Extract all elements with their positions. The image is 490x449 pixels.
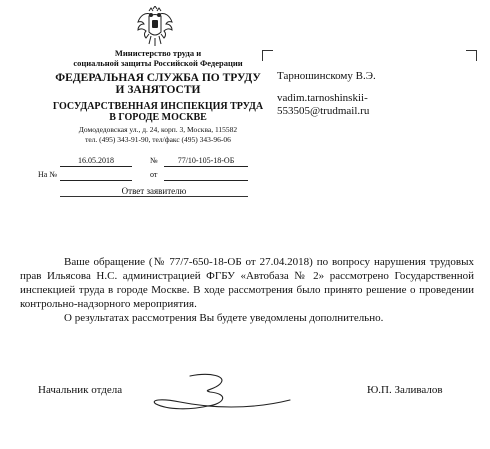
handwritten-signature-icon [150, 370, 300, 418]
address-block-corner-left [262, 50, 273, 61]
reference-from-label: от [150, 170, 158, 179]
recipient-name: Тарношинскому В.Э. [277, 70, 376, 82]
inspection-name: ГОСУДАРСТВЕННАЯ ИНСПЕКЦИЯ ТРУДА В ГОРОДЕ МОСКВЕ [52, 101, 264, 123]
letter-body [20, 255, 474, 325]
ministry-name: Министерство труда и социальной защиты Российской Федерации [73, 48, 243, 68]
letterhead [20, 48, 296, 145]
registration-number-label: № [150, 156, 158, 165]
registration-date: 16.05.2018 [60, 156, 132, 167]
signer-name: Ю.П. Заливалов [367, 384, 443, 396]
signer-title: Начальник отдела [38, 384, 123, 396]
subject-underline [60, 196, 248, 197]
recipient-email: vadim.tarnoshinskii- 553505@trudmail.ru [277, 92, 370, 117]
reference-label: На № [38, 170, 57, 179]
service-name: ФЕДЕРАЛЬНАЯ СЛУЖБА ПО ТРУДУ И ЗАНЯТОСТИ [55, 72, 261, 96]
letter-subject: Ответ заявителю [121, 186, 187, 196]
address-block-corner-right [466, 50, 477, 61]
organization-address: Домодедовская ул., д. 24, корп. 3, Москва, 115582 тел. (495) 343-91-90, тел/факс (495) 343-96-06 [78, 125, 238, 144]
reference-number [60, 170, 132, 181]
coat-of-arms-icon [135, 6, 175, 48]
body-paragraph: О результатах рассмотрения Вы будете уведомлены дополнительно. [64, 312, 384, 324]
reference-date [164, 170, 248, 181]
body-paragraph: Ваше обращение (№ 77/7-650-18-ОБ от 27.04.2018) по вопросу нарушения трудовых прав Ильясова Н.С. администрацией ФГБУ «Автобаза № 2» рассмотрено Государственной инспекцией труда в городе Москве. В ходе рассмотрения было принято решение о проведении контрольно-надзорного мероприятия. [20, 256, 474, 310]
registration-number: 77/10-105-18-ОБ [164, 156, 248, 167]
recipient-block [277, 70, 376, 118]
